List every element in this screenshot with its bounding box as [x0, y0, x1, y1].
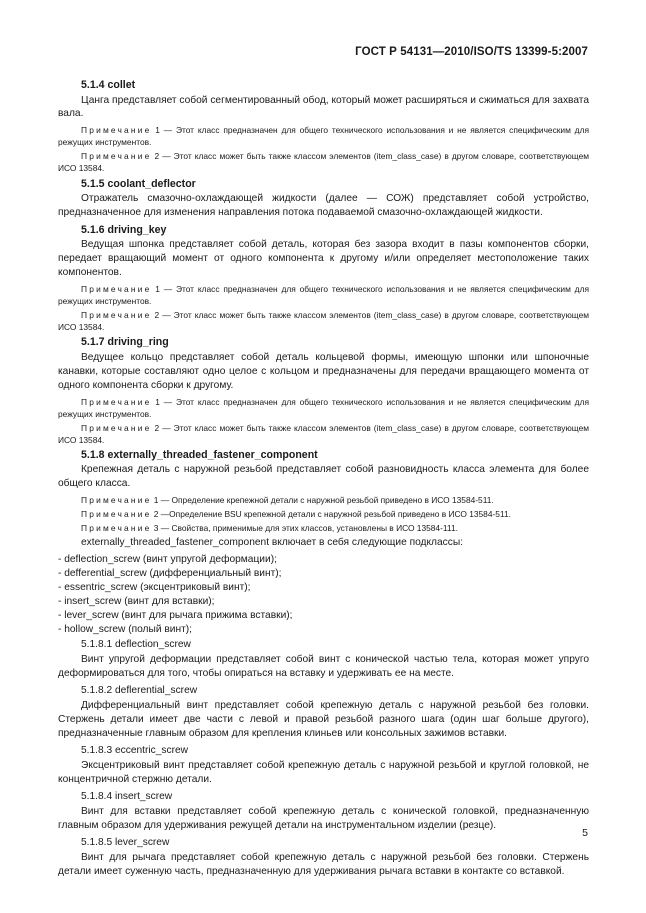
note [58, 396, 589, 420]
subsection-heading: 5.1.8.4 insert_screw [81, 790, 173, 802]
section-heading: 5.1.5 coolant_deflector [81, 177, 196, 190]
paragraph: Винт для вставки представляет собой крепежную деталь с конической головкой, предназначенную главным образом для удерживания режущей детали на инструментальном изделии (резце). [58, 805, 589, 831]
note-text: 1 — Определение крепежной детали с наружной резьбой приведено в ИСО 13584-511. [151, 495, 494, 506]
paragraph: Отражатель смазочно-охлаждающей жидкости (далее — СОЖ) представляет собой устройство, предназначенное для изменения направления потока подаваемой смазочно-охлаждающей жидкости. [58, 193, 589, 218]
list-item: - deflection_screw (винт упругой деформации); [58, 554, 277, 566]
note-text: 2 —Определение BSU крепежной детали с наружной резьбой приведено в ИСО 13584-511. [151, 509, 511, 520]
list-item: - defferential_screw (дифференциальный винт); [58, 568, 282, 580]
page-number: 5 [582, 827, 588, 839]
note-label: Примечание [81, 396, 152, 407]
paragraph: Винт упругой деформации представляет собой винт с конической частью тела, которая может упруго деформироваться для того, чтобы опираться на вставку и удерживать ее на месте. [58, 654, 589, 680]
paragraph: Цанга представляет собой сегментированный обод, который может расширяться и сжиматься для захвата вала. [58, 94, 589, 120]
subsection-heading: 5.1.8.3 eccentric_screw [81, 744, 189, 756]
subsection-heading: 5.1.8.5 lever_screw [81, 836, 170, 848]
paragraph: Эксцентриковый винт представляет собой крепежную деталь с наружной резьбой и круглой головкой, не концентричной стержню детали. [58, 759, 589, 785]
note-text: 3 — Свойства, применимые для этих классов, установлены в ИСО 13584-111. [151, 523, 458, 534]
subclass-list [58, 553, 589, 637]
note-label: Примечание [81, 125, 152, 136]
note-text: 2 — Этот класс может быть также классом элементов (item_class_case) в другом словаре, соответствующем ИСО 13584. [58, 422, 589, 445]
section-heading: 5.1.4 collet [81, 79, 136, 91]
page-header-doc-id: ГОСТ Р 54131—2010/ISO/TS 13399-5:2007 [355, 46, 588, 58]
note [58, 124, 589, 148]
note-text: 2 — Этот класс может быть также классом элементов (item_class_case) в другом словаре, соответствующем ИСО 13584. [58, 310, 589, 333]
list-item: - insert_screw (винт для вставки); [58, 596, 215, 608]
note-text: 1 — Этот класс предназначен для общего технического использования и не является специфическим для режущих инструментов. [58, 125, 589, 148]
note [58, 150, 589, 174]
note-label: Примечание [81, 151, 152, 162]
note-label: Примечание [81, 422, 152, 433]
paragraph: Ведущее кольцо представляет собой деталь кольцевой формы, имеющую шпонки или шпоночные канавки, которые составляют одно целое с кольцом и предназначены для передачи вращающего момента от одного компонента сборки к другому. [58, 351, 589, 391]
note [58, 283, 589, 307]
note-label: Примечание [81, 310, 152, 321]
note-label: Примечание [81, 284, 152, 295]
list-item: - essentric_screw (эксцентриковый винт); [58, 582, 251, 594]
note-label: Примечание [81, 509, 152, 520]
paragraph: Крепежная деталь с наружной резьбой представляет собой разновидность класса элемента для более общего класса. [58, 464, 589, 490]
page-content [58, 78, 589, 882]
list-item: - hollow_screw (полый винт); [58, 624, 192, 636]
subsection-heading: 5.1.8.2 deflerential_screw [81, 685, 198, 697]
note [58, 422, 589, 446]
paragraph: Винт для рычага представляет собой крепежную деталь с наружной резьбой без головки. Стержень детали имеет суженную часть, предназначенную для удерживания рычага вставки в контакте со вставкой. [58, 851, 589, 877]
note [58, 494, 589, 506]
note-label: Примечание [81, 523, 152, 534]
note-text: 1 — Этот класс предназначен для общего технического использования и не является специфическим для режущих инструментов. [58, 396, 589, 419]
note-text: 1 — Этот класс предназначен для общего технического использования и не является специфическим для режущих инструментов. [58, 284, 589, 307]
note-text: 2 — Этот класс может быть также классом элементов (item_class_case) в другом словаре, соответствующем ИСО 13584. [58, 151, 589, 174]
note [58, 522, 589, 534]
note [58, 309, 589, 333]
list-item: - lever_screw (винт для рычага прижима вставки); [58, 610, 293, 622]
note-label: Примечание [81, 495, 152, 506]
note [58, 508, 589, 520]
section-heading: 5.1.8 externally_threaded_fastener_component [81, 448, 318, 461]
paragraph: Дифференциальный винт представляет собой крепежную деталь с наружной резьбой без головки. Стержень детали имеет две части с левой и правой резьбой разного шага (один шаг больше другого), предназначенные главным образом для крепления клиньев или консольных зажимов вставки. [58, 700, 589, 739]
section-heading: 5.1.7 driving_ring [81, 336, 169, 349]
section-heading: 5.1.6 driving_key [81, 223, 167, 236]
paragraph: Ведущая шпонка представляет собой деталь, которая без зазора входит в пазы компонентов сборки, передает вращающий момент от одного компонента к другому и/или определяет местоположение таких компонентов. [58, 239, 589, 279]
subsection-heading: 5.1.8.1 deflection_screw [81, 639, 191, 651]
paragraph: externally_threaded_fastener_component включает в себя следующие подклассы: [81, 537, 464, 549]
